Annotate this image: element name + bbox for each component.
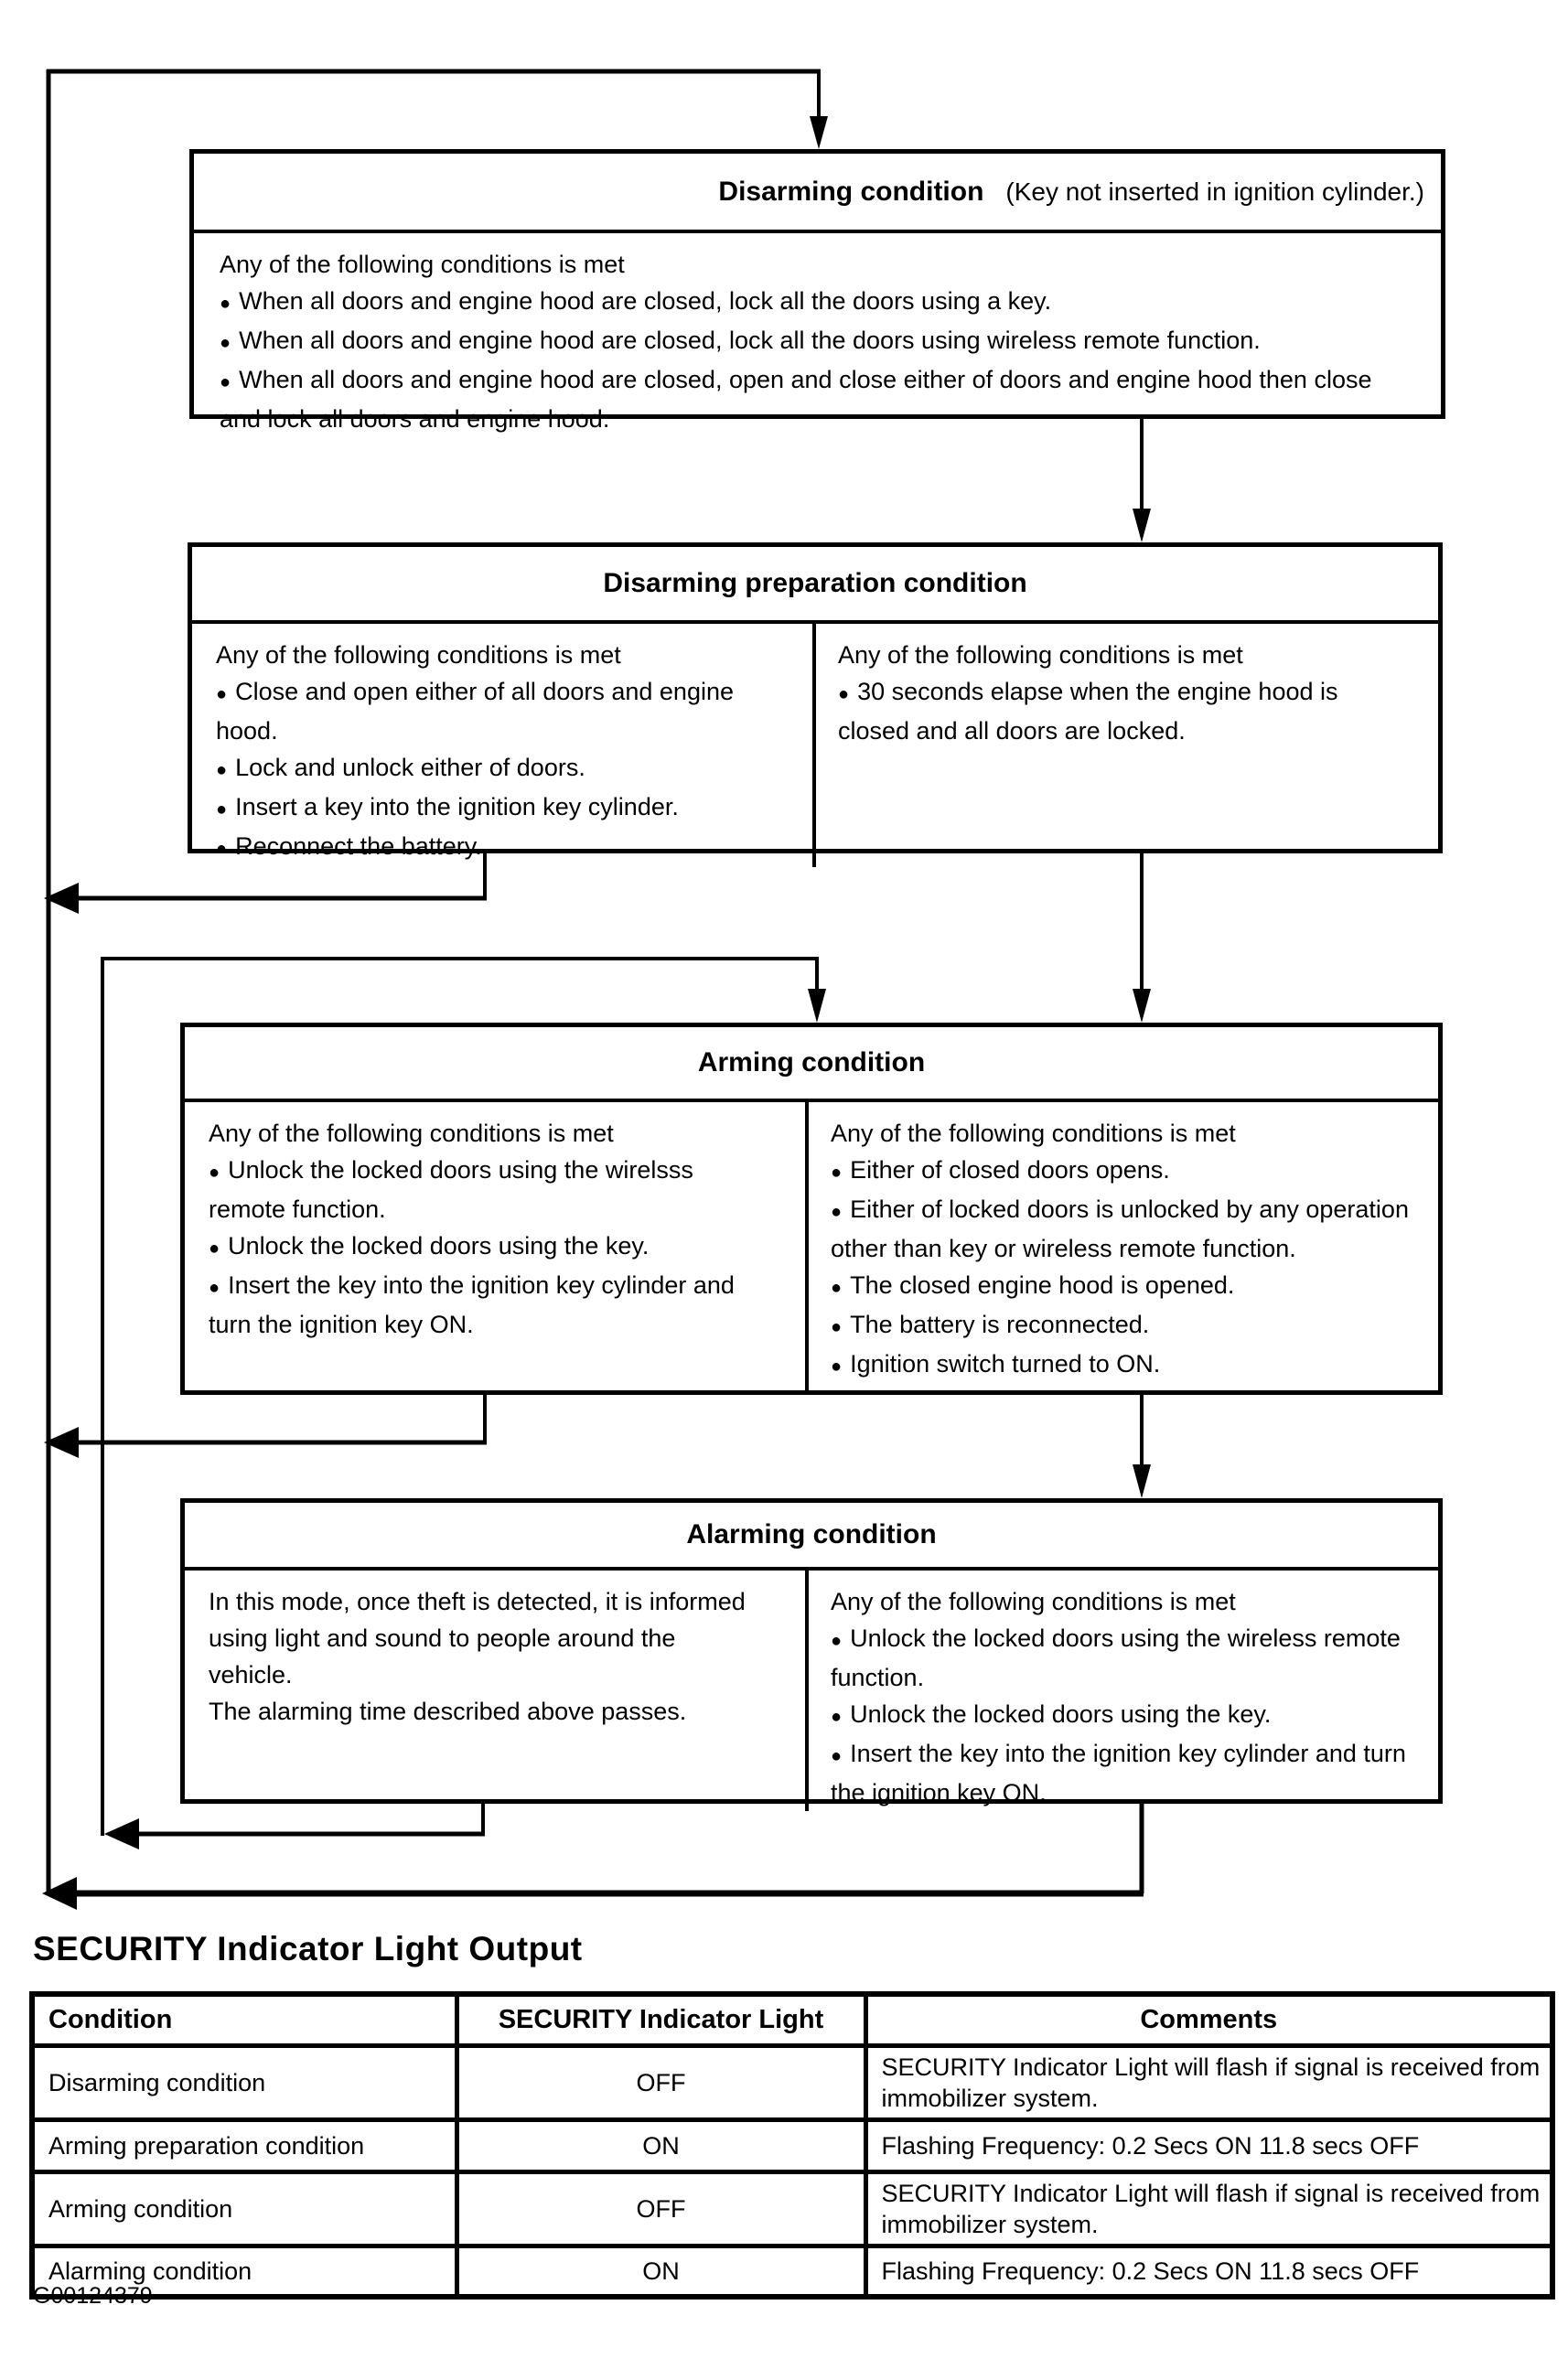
arrow-arming-to-alarming (1133, 1393, 1151, 1498)
arming-condition-body (185, 1102, 1438, 1390)
bullet-item: ● The closed engine hood is opened. (831, 1267, 1411, 1306)
table-row (32, 2045, 1552, 2119)
bullet-item: ● Unlock the locked doors using the key. (209, 1228, 764, 1267)
cell-light: OFF (456, 2171, 865, 2246)
arming-condition-box (180, 1023, 1443, 1395)
bullet-item: ● Either of closed doors opens. (831, 1152, 1411, 1191)
column-intro: Any of the following conditions is met (831, 1588, 1236, 1615)
cell-comments: Flashing Frequency: 0.2 Secs ON 11.8 secs OFF (865, 2246, 1552, 2297)
bullet-item: ● The battery is reconnected. (831, 1306, 1411, 1345)
column-intro: Any of the following conditions is met (216, 641, 621, 669)
bullet-item: ● Unlock the locked doors using the wirelsss remote function. (209, 1152, 764, 1228)
bullet-item: ● Insert the key into the ignition key cylinder and turn the ignition key ON. (831, 1735, 1411, 1811)
disarming-condition-title: Disarming condition (718, 176, 984, 207)
arming-condition-header (185, 1027, 1438, 1102)
disarming-preparation-right-column (816, 624, 1438, 867)
table-header-row (32, 1994, 1552, 2045)
bullet-item: ● Reconnect the battery. (216, 828, 771, 867)
bullet-item: ● Either of locked doors is unlocked by any operation other than key or wireless remote function. (831, 1191, 1411, 1267)
table-section-title: SECURITY Indicator Light Output (33, 1930, 583, 1967)
cell-light: ON (456, 2119, 865, 2171)
header-comments: Comments (865, 1994, 1552, 2045)
bullet-item: ● 30 seconds elapse when the engine hood is closed and all doors are locked. (838, 673, 1411, 749)
disarming-preparation-header (192, 547, 1438, 624)
paragraph: The alarming time described above passes. (209, 1698, 687, 1725)
header-condition: Condition (32, 1994, 456, 2045)
security-indicator-light-table (29, 1991, 1555, 2300)
disarming-preparation-title: Disarming preparation condition (603, 568, 1027, 598)
cell-comments: Flashing Frequency: 0.2 Secs ON 11.8 secs OFF (865, 2119, 1552, 2171)
figure-code: G00124379 (33, 2283, 153, 2309)
arming-condition-title: Arming condition (697, 1047, 926, 1077)
cell-condition: Alarming condition (32, 2246, 456, 2297)
bullet-item: ● When all doors and engine hood are closed, lock all the doors using wireless remote function. (220, 322, 1413, 361)
table-row (32, 2119, 1552, 2171)
alarming-condition-body (185, 1571, 1438, 1811)
disarming-intro: Any of the following conditions is met (220, 251, 625, 278)
paragraph: In this mode, once theft is detected, it is informed using light and sound to people around the vehicle. (209, 1588, 746, 1689)
cell-comments: SECURITY Indicator Light will flash if signal is received from immobilizer system. (865, 2045, 1552, 2119)
disarming-condition-header (194, 154, 1441, 233)
header-security-indicator-light: SECURITY Indicator Light (456, 1994, 865, 2045)
alarming-left-column (185, 1571, 809, 1811)
arming-right-column (809, 1102, 1438, 1390)
bullet-item: ● Unlock the locked doors using the key. (831, 1696, 1411, 1735)
cell-light: ON (456, 2246, 865, 2297)
arming-return-arrow (44, 1393, 487, 1458)
column-intro: Any of the following conditions is met (838, 641, 1243, 669)
alarming-condition-header (185, 1503, 1438, 1571)
table-row (32, 2246, 1552, 2297)
column-intro: Any of the following conditions is met (831, 1120, 1236, 1147)
bullet-item: ● Close and open either of all doors and engine hood. (216, 673, 771, 749)
cell-light: OFF (456, 2045, 865, 2119)
table-row (32, 2171, 1552, 2246)
disarming-preparation-left-column (192, 624, 816, 867)
bullet-item: ● When all doors and engine hood are closed, lock all the doors using a key. (220, 283, 1413, 322)
bullet-item: ● When all doors and engine hood are closed, open and close either of doors and engine hood then close and lock all doors and engine hood. (220, 361, 1413, 437)
alarming-right-column (809, 1571, 1438, 1811)
alarming-condition-title: Alarming condition (686, 1519, 937, 1549)
disarming-preparation-box (188, 542, 1443, 860)
alarming-condition-box (180, 1498, 1443, 1804)
cell-condition: Disarming condition (32, 2045, 456, 2119)
bullet-item: ● Ignition switch turned to ON. (831, 1345, 1411, 1385)
disarming-condition-box (189, 149, 1445, 433)
disarming-condition-title-note: (Key not inserted in ignition cylinder.) (1005, 177, 1424, 206)
bullet-item: ● Insert the key into the ignition key cylinder and turn the ignition key ON. (209, 1267, 764, 1343)
disarming-condition-body (194, 233, 1441, 437)
cell-condition: Arming preparation condition (32, 2119, 456, 2171)
disarming-preparation-body (192, 624, 1438, 867)
cell-condition: Arming condition (32, 2171, 456, 2246)
column-intro: Any of the following conditions is met (209, 1120, 614, 1147)
arrow-preparation-to-arming (1133, 852, 1151, 1023)
arming-left-column (185, 1102, 809, 1390)
bullet-item: ● Lock and unlock either of doors. (216, 749, 771, 788)
bullet-item: ● Unlock the locked doors using the wireless remote function. (831, 1620, 1411, 1696)
bullet-item: ● Insert a key into the ignition key cylinder. (216, 788, 771, 828)
cell-comments: SECURITY Indicator Light will flash if signal is received from immobilizer system. (865, 2171, 1552, 2246)
